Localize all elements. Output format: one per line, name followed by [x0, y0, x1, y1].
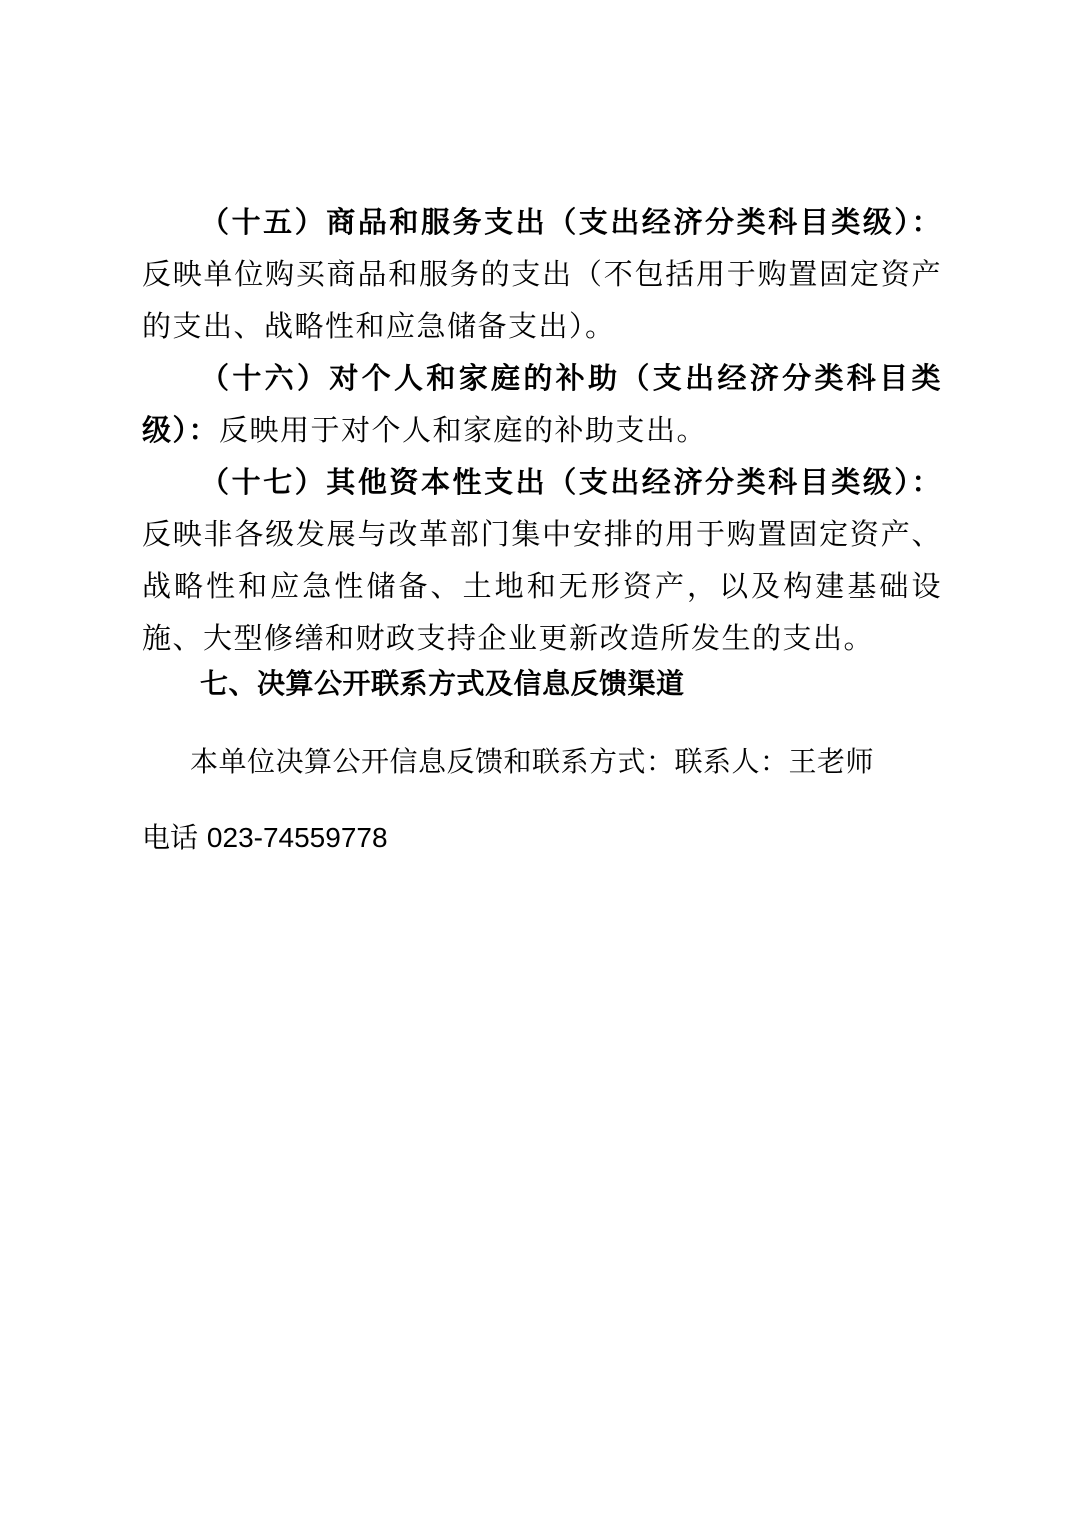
contact-info: 本单位决算公开信息反馈和联系方式：联系人：王老师 — [190, 745, 875, 778]
paragraph-heading: （十五）商品和服务支出（支出经济分类科目类级） — [200, 205, 912, 239]
phone-number: 023-74559778 — [206, 822, 388, 853]
section-title: 七、决算公开联系方式及信息反馈渠道 — [200, 667, 685, 700]
phone-label: 电话 — [142, 821, 199, 854]
phone-line — [142, 820, 388, 856]
paragraph-heading: （十七）其他资本性支出（支出经济分类科目类级） — [200, 465, 912, 499]
paragraph-heading: （十六）对个人和家庭的补助（支出经济分类科目类级） — [142, 361, 942, 447]
paragraph-household-subsidies — [142, 352, 942, 456]
paragraph-body: 反映用于对个人和家庭的补助支出。 — [219, 413, 708, 447]
paragraph-separator: ： — [911, 205, 942, 239]
paragraph-other-capital-expenditure — [142, 456, 942, 664]
paragraph-goods-and-services — [142, 196, 942, 352]
paragraph-body: 反映单位购买商品和服务的支出（不包括用于购置固定资产的支出、战略性和应急储备支出）。 — [142, 257, 942, 343]
paragraph-separator: ： — [188, 413, 220, 447]
paragraph-separator: ： — [911, 465, 942, 499]
paragraph-body: 反映非各级发展与改革部门集中安排的用于购置固定资产、战略性和应急性储备、土地和无形资产，以及构建基础设施、大型修缮和财政支持企业更新改造所发生的支出。 — [142, 517, 942, 655]
